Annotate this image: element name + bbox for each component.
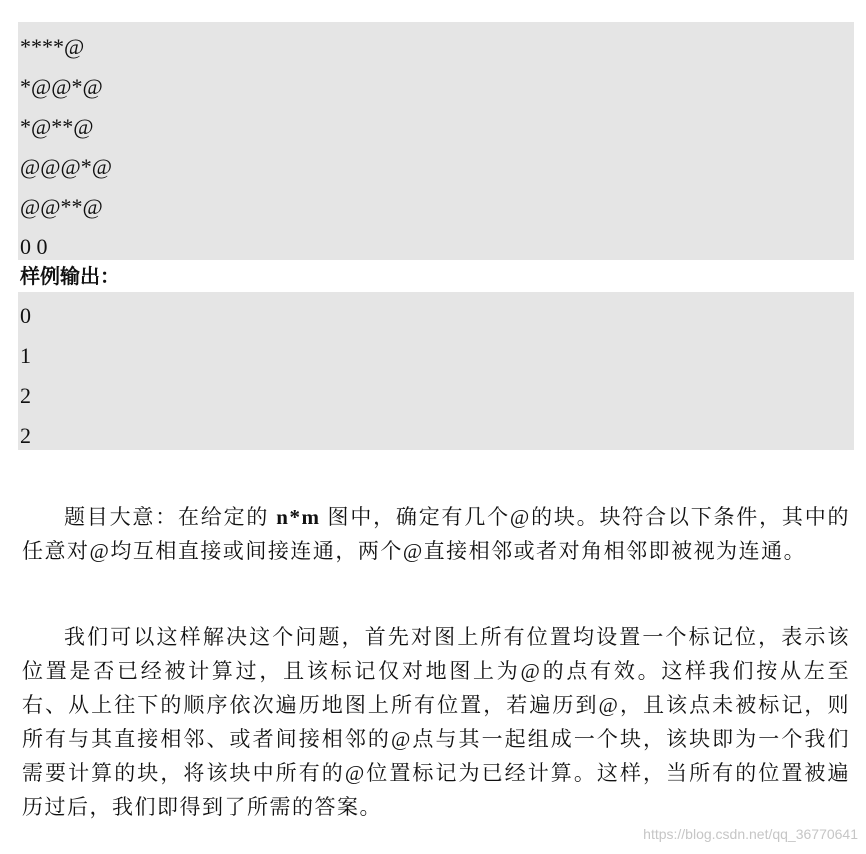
sample-input-line: @@**@	[20, 194, 103, 219]
sample-input-line: @@@*@	[20, 154, 113, 179]
sample-output-line: 1	[20, 343, 31, 368]
sample-input-line: 0 0	[20, 234, 48, 259]
problem-summary-paragraph	[22, 500, 850, 568]
sample-output-line: 0	[20, 303, 31, 328]
sample-input-line: *@@*@	[20, 74, 103, 99]
solution-paragraph	[22, 620, 850, 824]
sample-input-block	[18, 22, 854, 260]
sample-output-block	[18, 292, 854, 450]
solution-text: 我们可以这样解决这个问题，首先对图上所有位置均设置一个标记位，表示该位置是否已经被计算过，且该标记仅对地图上为@的点有效。这样我们按从左至右、从上往下的顺序依次遍历地图上所有位置，若遍历到@，且该点未被标记，则所有与其直接相邻、或者间接相邻的@点与其一起组成一个块，该块即为一个我们需要计算的块，将该块中所有的@位置标记为已经计算。这样，当所有的位置被遍历过后，我们即得到了所需的答案。	[22, 625, 850, 819]
sample-input-line: ****@	[20, 34, 85, 59]
source-watermark: https://blog.csdn.net/qq_36770641	[643, 826, 858, 842]
sample-output-heading: 样例输出：	[20, 264, 120, 288]
sample-input-line: *@**@	[20, 114, 94, 139]
sample-output-line: 2	[20, 383, 31, 408]
summary-text-start: 题目大意：在给定的	[64, 505, 277, 529]
sample-output-line: 2	[20, 423, 31, 448]
grid-size-term: n*m	[276, 505, 321, 529]
summary-text-rest: 图中，确定有几个@的块。块符合以下条件，其中的任意对@均互相直接或间接连通，两个@直接相邻或者对角相邻即被视为连通。	[22, 505, 851, 563]
